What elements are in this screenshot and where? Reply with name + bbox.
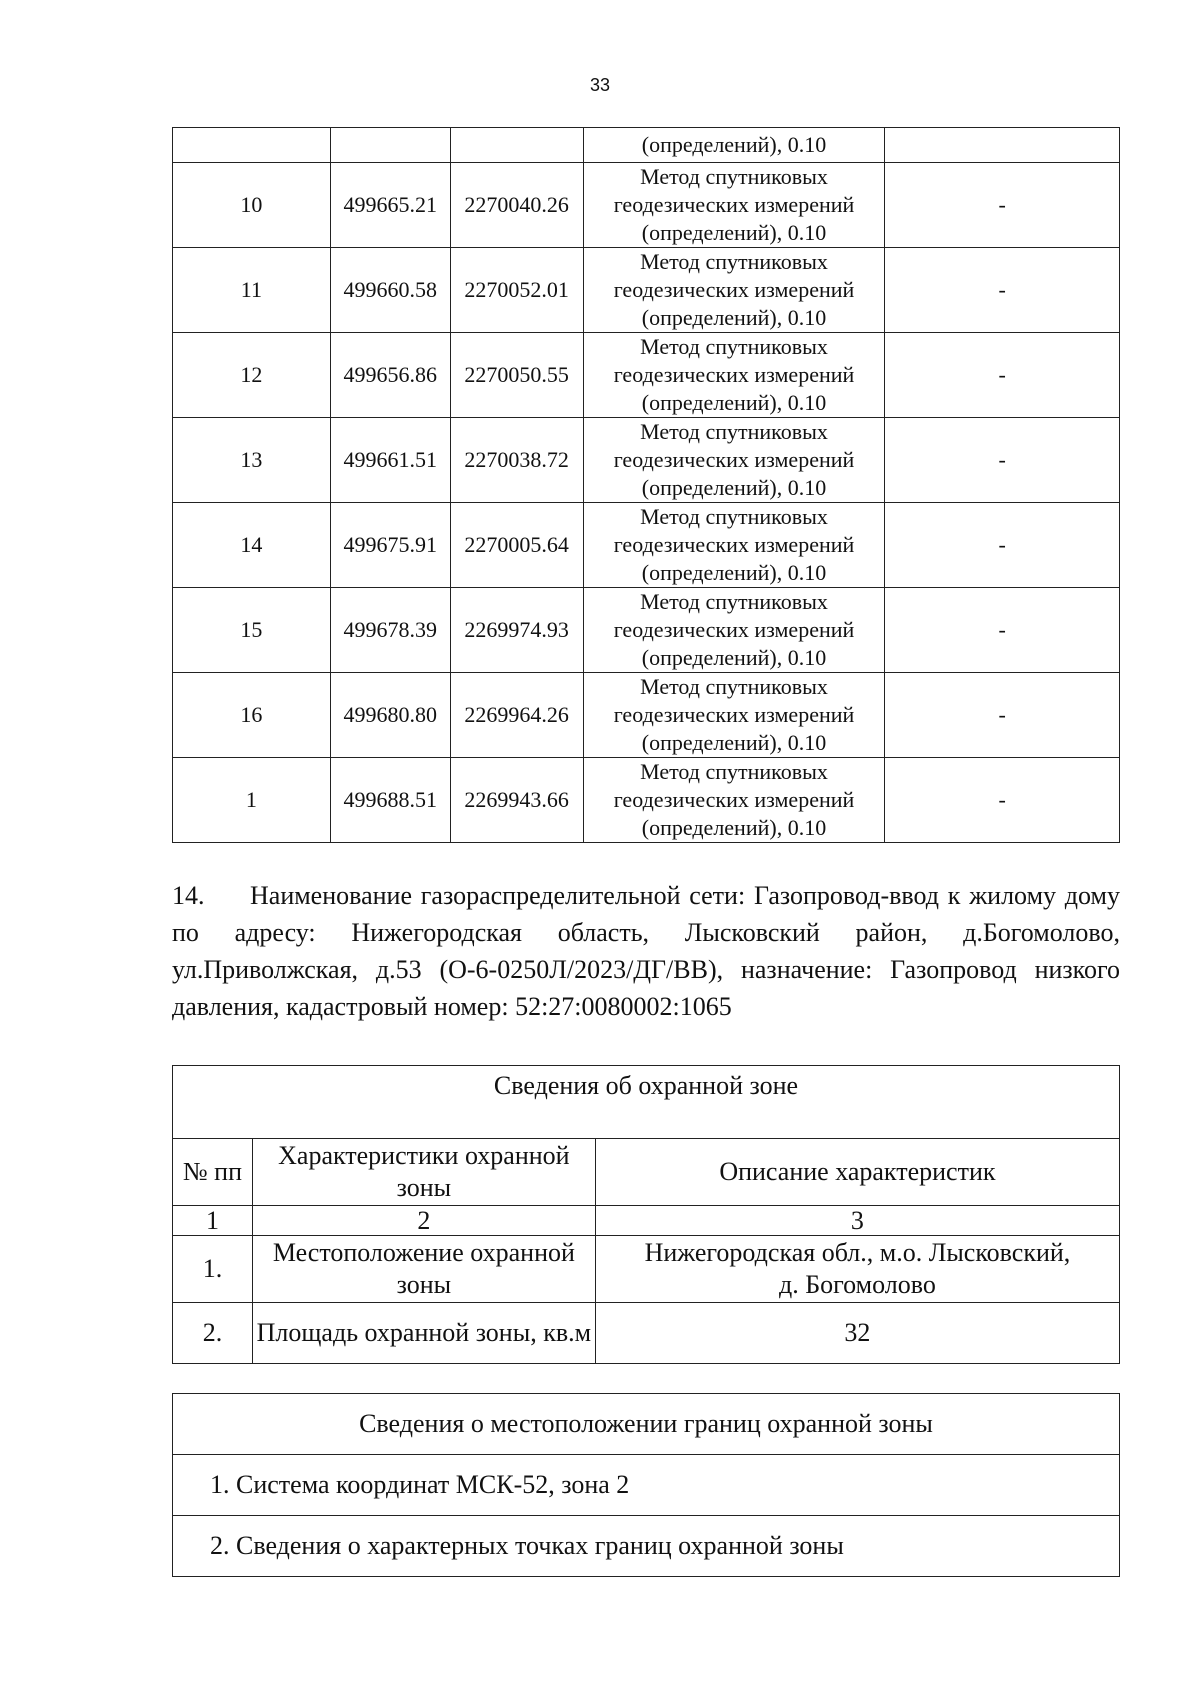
method-line-1: Метод спутниковых [640, 504, 828, 529]
description-line-1: Нижегородская обл., м.о. Лысковский, [644, 1238, 1071, 1267]
cell-y: 2270050.55 [450, 333, 583, 418]
table-row [173, 673, 1120, 758]
coordinates-table [172, 127, 1120, 843]
bounds-item-characteristic-points: 2. Сведения о характерных точках границ охранной зоны [173, 1516, 1120, 1577]
cell-x: 499660.58 [330, 248, 450, 333]
cell-point: 14 [173, 503, 331, 588]
cell-method [583, 333, 885, 418]
cell-note: - [885, 758, 1120, 843]
bounds-table-title: Сведения о местоположении границ охранной зоны [173, 1394, 1120, 1455]
method-line-1: Метод спутниковых [640, 674, 828, 699]
table-row [173, 333, 1120, 418]
row-number: 2. [173, 1303, 253, 1364]
cell-y: 2270038.72 [450, 418, 583, 503]
item-paragraph [172, 877, 1120, 1025]
bounds-item-row [173, 1455, 1120, 1516]
cell-y [450, 128, 583, 163]
cell-note: - [885, 673, 1120, 758]
cell-x: 499661.51 [330, 418, 450, 503]
zone-row-area [173, 1303, 1120, 1364]
method-line-3: (определений), 0.10 [641, 475, 827, 500]
method-line-1: Метод спутниковых [640, 589, 828, 614]
index-2: 2 [252, 1206, 595, 1236]
cell-x: 499680.80 [330, 673, 450, 758]
cell-note: - [885, 163, 1120, 248]
method-line-3: (определений), 0.10 [641, 560, 827, 585]
method-line-2: геодезических измерений [613, 362, 855, 387]
item-number: 14. [172, 881, 205, 910]
cell-y: 2269964.26 [450, 673, 583, 758]
method-line-2: геодезических измерений [613, 447, 855, 472]
boundaries-table [172, 1393, 1120, 1577]
cell-method [583, 248, 885, 333]
row-description: 32 [595, 1303, 1119, 1364]
method-line-1: Метод спутниковых [640, 249, 828, 274]
cell-method [583, 418, 885, 503]
cell-note: - [885, 418, 1120, 503]
page-number: 33 [589, 75, 611, 95]
zone-row-location [173, 1236, 1120, 1303]
method-line-2: геодезических измерений [613, 192, 855, 217]
table-row [173, 248, 1120, 333]
method-line-2: геодезических измерений [613, 617, 855, 642]
bounds-title-row [173, 1394, 1120, 1455]
row-characteristic: Местоположение охранной зоны [252, 1236, 595, 1303]
method-line-1: Метод спутниковых [640, 334, 828, 359]
bounds-item-row [173, 1516, 1120, 1577]
cell-y: 2269974.93 [450, 588, 583, 673]
cell-method: (определений), 0.10 [583, 128, 885, 163]
index-3: 3 [595, 1206, 1119, 1236]
cell-x: 499665.21 [330, 163, 450, 248]
method-line-3: (определений), 0.10 [641, 815, 827, 840]
zone-index-row [173, 1206, 1120, 1236]
cell-x [330, 128, 450, 163]
method-line-2: геодезических измерений [613, 532, 855, 557]
cell-point: 13 [173, 418, 331, 503]
method-line-3: (определений), 0.10 [641, 645, 827, 670]
method-line-1: Метод спутниковых [640, 759, 828, 784]
zone-title-row [173, 1066, 1120, 1139]
cell-point: 1 [173, 758, 331, 843]
cell-method [583, 588, 885, 673]
row-number: 1. [173, 1236, 253, 1303]
row-description [595, 1236, 1119, 1303]
cell-y: 2270005.64 [450, 503, 583, 588]
method-line-3: (определений), 0.10 [641, 390, 827, 415]
table-row [173, 418, 1120, 503]
cell-point: 10 [173, 163, 331, 248]
description-line-2: д. Богомолово [778, 1270, 936, 1299]
cell-point: 16 [173, 673, 331, 758]
table-row-continuation [173, 128, 1120, 163]
cell-y: 2269943.66 [450, 758, 583, 843]
cell-method [583, 163, 885, 248]
zone-table-title: Сведения об охранной зоне [173, 1066, 1120, 1139]
cell-point [173, 128, 331, 163]
cell-note [885, 128, 1120, 163]
method-line-1: Метод спутниковых [640, 419, 828, 444]
row-characteristic: Площадь охранной зоны, кв.м [252, 1303, 595, 1364]
cell-note: - [885, 503, 1120, 588]
cell-point: 11 [173, 248, 331, 333]
table-row [173, 758, 1120, 843]
cell-method [583, 758, 885, 843]
zone-info-table [172, 1065, 1120, 1364]
zone-header-row [173, 1139, 1120, 1206]
table-row [173, 503, 1120, 588]
cell-note: - [885, 248, 1120, 333]
cell-x: 499675.91 [330, 503, 450, 588]
cell-x: 499678.39 [330, 588, 450, 673]
index-1: 1 [173, 1206, 253, 1236]
cell-point: 15 [173, 588, 331, 673]
method-line-3: (определений), 0.10 [641, 730, 827, 755]
cell-y: 2270052.01 [450, 248, 583, 333]
item-text: Наименование газораспределительной сети: Газопровод-ввод к жилому дому по адресу: Нижегородская область, Лысковский район, д.Богомолово, ул.Приволжская, д.53 (О-6-0250Л/2023/ДГ/ВВ), назначение: Газопровод низкого давления, кадастровый номер: 52:27:0080002:1065 [172, 881, 1120, 1021]
table-row [173, 588, 1120, 673]
method-line-3: (определений), 0.10 [641, 305, 827, 330]
cell-method [583, 503, 885, 588]
cell-x: 499656.86 [330, 333, 450, 418]
cell-x: 499688.51 [330, 758, 450, 843]
method-line-1: Метод спутниковых [640, 164, 828, 189]
cell-note: - [885, 588, 1120, 673]
header-description: Описание характеристик [595, 1139, 1119, 1206]
method-line-2: геодезических измерений [613, 787, 855, 812]
cell-note: - [885, 333, 1120, 418]
cell-method [583, 673, 885, 758]
method-line-2: геодезических измерений [613, 702, 855, 727]
cell-y: 2270040.26 [450, 163, 583, 248]
header-characteristic: Характеристики охранной зоны [252, 1139, 595, 1206]
method-line-3: (определений), 0.10 [641, 220, 827, 245]
table-row [173, 163, 1120, 248]
bounds-item-coordinate-system: 1. Система координат МСК-52, зона 2 [173, 1455, 1120, 1516]
method-line-2: геодезических измерений [613, 277, 855, 302]
cell-point: 12 [173, 333, 331, 418]
header-number: № пп [173, 1139, 253, 1206]
